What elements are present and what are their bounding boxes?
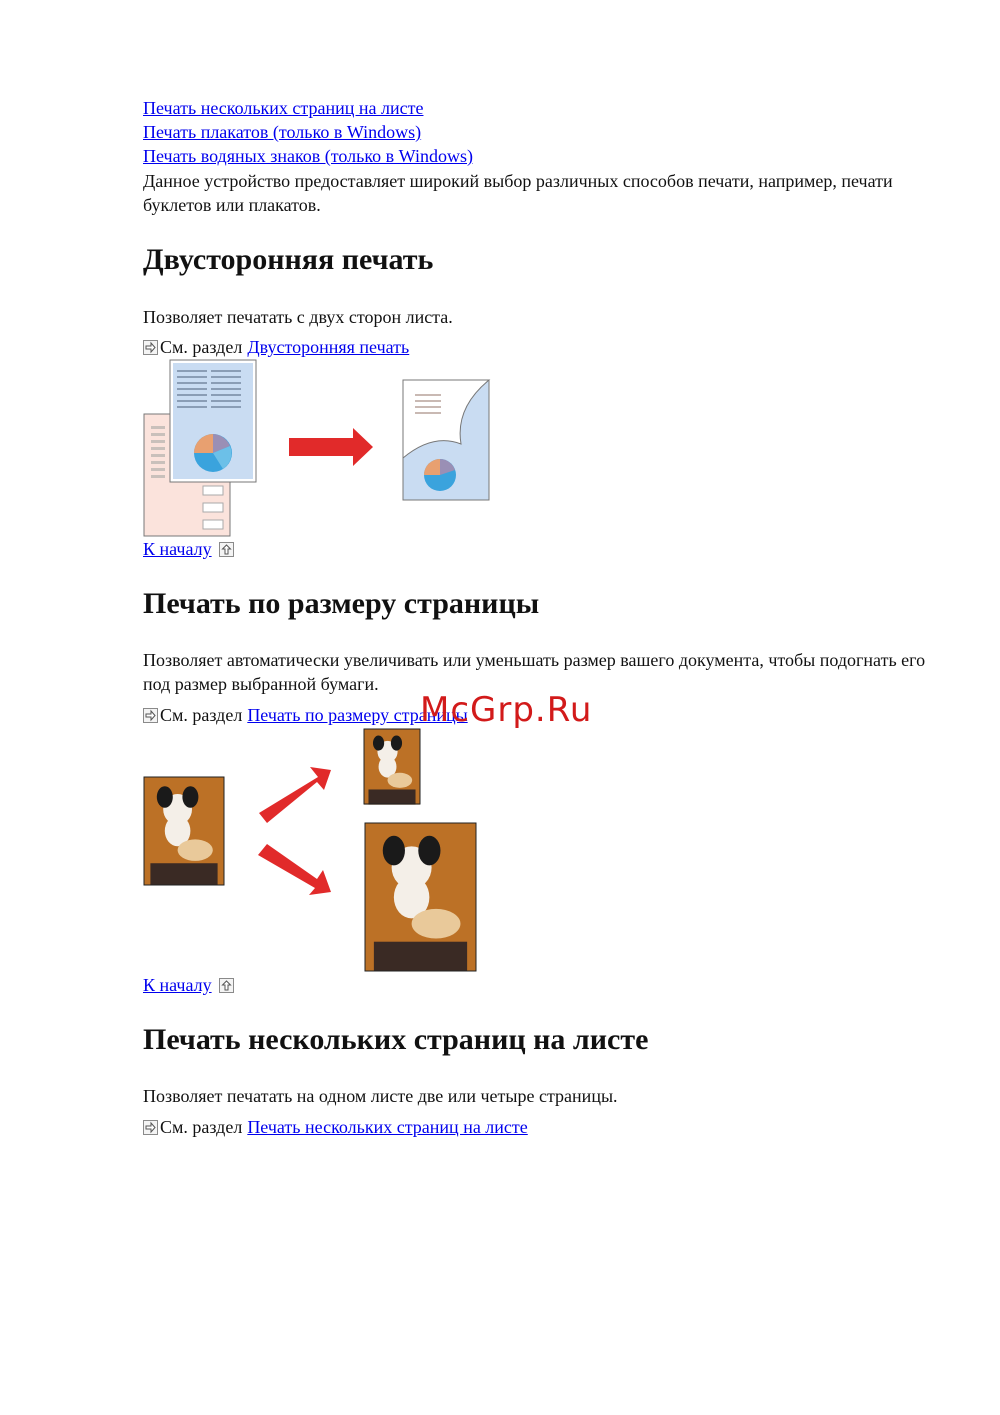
duplex-illustration bbox=[143, 358, 503, 538]
site-watermark: McGrp.Ru bbox=[420, 690, 593, 730]
multipage-see-row bbox=[143, 1115, 528, 1139]
multiple-pages-description: Позволяет печатать на одном листе две или четыре страницы. bbox=[143, 1086, 618, 1106]
link-duplex[interactable]: Двусторонняя печать bbox=[247, 337, 410, 357]
toc-link-watermarks[interactable]: Печать водяных знаков (только в Windows) bbox=[143, 146, 473, 166]
duplex-see-row bbox=[143, 335, 409, 359]
fit-see-row bbox=[143, 703, 468, 727]
duplex-description: Позволяет печатать с двух сторон листа. bbox=[143, 307, 453, 327]
heading-duplex: Двусторонняя печать bbox=[143, 243, 434, 276]
toc-link-multiple-pages[interactable]: Печать нескольких страниц на листе bbox=[143, 98, 424, 118]
heading-fit-to-page: Печать по размеру страницы bbox=[143, 587, 540, 620]
see-prefix: См. раздел bbox=[160, 705, 243, 725]
fit-to-page-description: Позволяет автоматически увеличивать или уменьшать размер вашего документа, чтобы подогнать его под размер выбранной бумаги. bbox=[143, 650, 926, 694]
arrow-right-icon bbox=[143, 1120, 158, 1135]
back-to-top-link[interactable]: К началу bbox=[143, 539, 212, 559]
heading-multiple-pages: Печать нескольких страниц на листе bbox=[143, 1023, 649, 1056]
link-multiple-pages[interactable]: Печать нескольких страниц на листе bbox=[247, 1117, 528, 1137]
see-prefix: См. раздел bbox=[160, 337, 243, 357]
arrow-up-icon[interactable] bbox=[219, 542, 234, 557]
link-fit-to-page[interactable]: Печать по размеру страницы bbox=[247, 705, 468, 725]
arrow-right-icon bbox=[143, 708, 158, 723]
toc-link-posters[interactable]: Печать плакатов (только в Windows) bbox=[143, 122, 422, 142]
see-prefix: См. раздел bbox=[160, 1117, 243, 1137]
back-to-top-link[interactable]: К началу bbox=[143, 975, 212, 995]
fit-to-page-illustration bbox=[143, 727, 483, 975]
arrow-up-icon[interactable] bbox=[219, 978, 234, 993]
arrow-right-icon bbox=[143, 340, 158, 355]
back-to-top-row-1 bbox=[143, 537, 234, 561]
back-to-top-row-2 bbox=[143, 973, 234, 997]
intro-text: Данное устройство предоставляет широкий выбор различных способов печати, например, печати буклетов или плакатов. bbox=[143, 171, 893, 215]
